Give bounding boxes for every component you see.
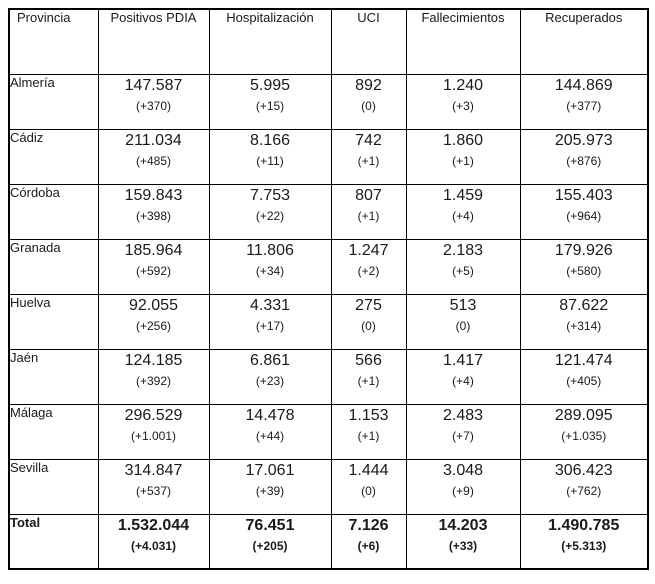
table-row-malaga xyxy=(9,404,648,459)
cell-delta: (+1) xyxy=(357,208,380,223)
data-cell xyxy=(209,294,331,349)
column-header-recuperados: Recuperados xyxy=(520,9,648,74)
cell-delta: (+17) xyxy=(255,318,285,333)
cell-delta: (+44) xyxy=(255,428,285,443)
column-header-provincia: Provincia xyxy=(9,9,98,74)
data-cell xyxy=(406,349,520,404)
cell-delta: (+370) xyxy=(135,98,172,113)
cell-delta: (0) xyxy=(361,98,376,113)
data-cell xyxy=(520,74,648,129)
cell-delta: (+205) xyxy=(252,538,288,553)
data-cell xyxy=(209,404,331,459)
data-cell xyxy=(331,349,406,404)
cell-value: 76.451 xyxy=(245,516,295,534)
cell-delta: (+5) xyxy=(452,263,474,278)
cell-delta: (+580) xyxy=(566,263,602,278)
cell-delta: (0) xyxy=(455,318,471,333)
cell-delta: (+762) xyxy=(566,483,602,498)
data-cell xyxy=(331,129,406,184)
cell-delta: (+392) xyxy=(135,373,172,388)
data-cell xyxy=(520,129,648,184)
data-cell xyxy=(406,184,520,239)
cell-value: 205.973 xyxy=(554,131,613,149)
cell-value: 7.753 xyxy=(249,186,291,204)
cell-delta: (+22) xyxy=(255,208,285,223)
cell-delta: (+1) xyxy=(357,428,380,443)
data-cell xyxy=(98,239,209,294)
cell-value: 742 xyxy=(355,131,382,149)
cell-delta: (+4) xyxy=(452,208,474,223)
cell-delta: (+39) xyxy=(255,483,285,498)
cell-value: 314.847 xyxy=(124,461,183,479)
cell-delta: (+1) xyxy=(357,153,380,168)
cell-value: 11.806 xyxy=(246,241,294,259)
data-cell xyxy=(520,294,648,349)
data-cell xyxy=(209,239,331,294)
data-cell xyxy=(98,459,209,514)
column-header-hospitalizacion: Hospitalización xyxy=(209,9,331,74)
data-cell xyxy=(331,459,406,514)
data-cell xyxy=(406,239,520,294)
cell-value: 1.417 xyxy=(442,351,484,369)
total-cell xyxy=(406,514,520,569)
data-cell xyxy=(209,74,331,129)
cell-delta: (+314) xyxy=(566,318,602,333)
data-cell xyxy=(406,404,520,459)
cell-delta: (+485) xyxy=(135,153,172,168)
cell-value: 6.861 xyxy=(249,351,291,369)
data-cell xyxy=(331,184,406,239)
cell-value: 124.185 xyxy=(124,351,183,369)
province-label: Huelva xyxy=(9,294,98,349)
cell-delta: (+5.313) xyxy=(561,538,607,553)
data-cell xyxy=(98,74,209,129)
province-label: Granada xyxy=(9,239,98,294)
data-cell xyxy=(406,129,520,184)
province-label: Almería xyxy=(9,74,98,129)
data-cell xyxy=(98,184,209,239)
cell-delta: (+405) xyxy=(566,373,602,388)
table-row-cordoba xyxy=(9,184,648,239)
province-label: Sevilla xyxy=(9,459,98,514)
cell-delta: (+9) xyxy=(452,483,474,498)
cell-delta: (+23) xyxy=(255,373,285,388)
cell-delta: (+2) xyxy=(357,263,380,278)
cell-value: 5.995 xyxy=(249,76,291,94)
total-label: Total xyxy=(9,514,98,569)
cell-delta: (+537) xyxy=(135,483,172,498)
cell-value: 807 xyxy=(355,186,382,204)
data-cell xyxy=(331,404,406,459)
data-cell xyxy=(520,184,648,239)
data-cell xyxy=(520,459,648,514)
data-cell xyxy=(520,349,648,404)
column-header-positivos-pdia: Positivos PDIA xyxy=(98,9,209,74)
provinces-stats-table xyxy=(8,8,649,570)
cell-delta: (+11) xyxy=(256,153,284,168)
cell-delta: (+33) xyxy=(448,538,478,553)
cell-delta: (0) xyxy=(361,483,376,498)
cell-delta: (+7) xyxy=(452,428,474,443)
cell-delta: (+592) xyxy=(135,263,172,278)
data-cell xyxy=(520,239,648,294)
cell-value: 296.529 xyxy=(124,406,183,424)
cell-value: 159.843 xyxy=(124,186,183,204)
total-cell xyxy=(98,514,209,569)
province-label: Jaén xyxy=(9,349,98,404)
total-cell xyxy=(331,514,406,569)
data-cell xyxy=(406,294,520,349)
table-row-jaen xyxy=(9,349,648,404)
table-row-huelva xyxy=(9,294,648,349)
table-row-almeria xyxy=(9,74,648,129)
total-cell xyxy=(209,514,331,569)
table-row-granada xyxy=(9,239,648,294)
data-cell xyxy=(98,129,209,184)
cell-delta: (+6) xyxy=(357,538,380,553)
cell-value: 144.869 xyxy=(554,76,613,94)
data-cell xyxy=(209,184,331,239)
cell-value: 1.532.044 xyxy=(117,516,190,534)
cell-value: 147.587 xyxy=(124,76,183,94)
cell-delta: (+1) xyxy=(452,153,474,168)
cell-value: 92.055 xyxy=(129,296,178,314)
cell-delta: (+1) xyxy=(357,373,380,388)
cell-value: 8.166 xyxy=(249,131,291,149)
cell-delta: (+256) xyxy=(135,318,172,333)
cell-delta: (+398) xyxy=(135,208,172,223)
cell-value: 1.860 xyxy=(442,131,484,149)
cell-value: 289.095 xyxy=(554,406,613,424)
data-cell xyxy=(209,349,331,404)
table-row-total xyxy=(9,514,648,569)
data-cell xyxy=(98,404,209,459)
cell-delta: (+4.031) xyxy=(130,538,177,553)
cell-value: 1.153 xyxy=(348,406,389,424)
data-cell xyxy=(331,239,406,294)
cell-delta: (+1.035) xyxy=(561,428,607,443)
cell-value: 155.403 xyxy=(554,186,613,204)
cell-value: 211.034 xyxy=(125,131,182,149)
cell-delta: (+964) xyxy=(566,208,602,223)
cell-value: 7.126 xyxy=(348,516,389,534)
province-label: Córdoba xyxy=(9,184,98,239)
cell-value: 1.490.785 xyxy=(548,516,620,534)
cell-value: 566 xyxy=(355,351,382,369)
table-row-sevilla xyxy=(9,459,648,514)
cell-value: 14.478 xyxy=(245,406,295,424)
cell-delta: (+876) xyxy=(566,153,602,168)
cell-value: 1.444 xyxy=(348,461,389,479)
column-header-uci: UCI xyxy=(331,9,406,74)
cell-value: 275 xyxy=(355,296,382,314)
province-label: Cádiz xyxy=(9,129,98,184)
cell-delta: (+15) xyxy=(255,98,285,113)
cell-value: 1.459 xyxy=(442,186,484,204)
cell-value: 513 xyxy=(449,296,477,314)
data-cell xyxy=(331,294,406,349)
cell-value: 14.203 xyxy=(438,516,488,534)
cell-delta: (+4) xyxy=(452,373,474,388)
table-row-cadiz xyxy=(9,129,648,184)
data-cell xyxy=(98,294,209,349)
cell-value: 179.926 xyxy=(554,241,613,259)
column-header-fallecimientos: Fallecimientos xyxy=(406,9,520,74)
data-cell xyxy=(209,129,331,184)
cell-value: 4.331 xyxy=(249,296,291,314)
cell-value: 892 xyxy=(355,76,382,94)
cell-value: 3.048 xyxy=(442,461,484,479)
cell-value: 306.423 xyxy=(554,461,613,479)
province-label: Málaga xyxy=(9,404,98,459)
cell-delta: (+1.001) xyxy=(130,428,177,443)
total-cell xyxy=(520,514,648,569)
cell-value: 121.474 xyxy=(554,351,613,369)
data-cell xyxy=(520,404,648,459)
data-cell xyxy=(98,349,209,404)
cell-value: 87.622 xyxy=(559,296,609,314)
cell-value: 1.247 xyxy=(348,241,389,259)
data-cell xyxy=(406,74,520,129)
cell-value: 185.964 xyxy=(124,241,183,259)
table-header-row xyxy=(9,9,648,74)
cell-value: 1.240 xyxy=(442,76,484,94)
data-cell xyxy=(406,459,520,514)
cell-value: 17.061 xyxy=(245,461,295,479)
cell-delta: (+34) xyxy=(255,263,285,278)
data-cell xyxy=(209,459,331,514)
data-cell xyxy=(331,74,406,129)
cell-delta: (0) xyxy=(361,318,376,333)
cell-delta: (+377) xyxy=(566,98,602,113)
cell-value: 2.483 xyxy=(442,406,484,424)
cell-value: 2.183 xyxy=(442,241,484,259)
cell-delta: (+3) xyxy=(452,98,474,113)
